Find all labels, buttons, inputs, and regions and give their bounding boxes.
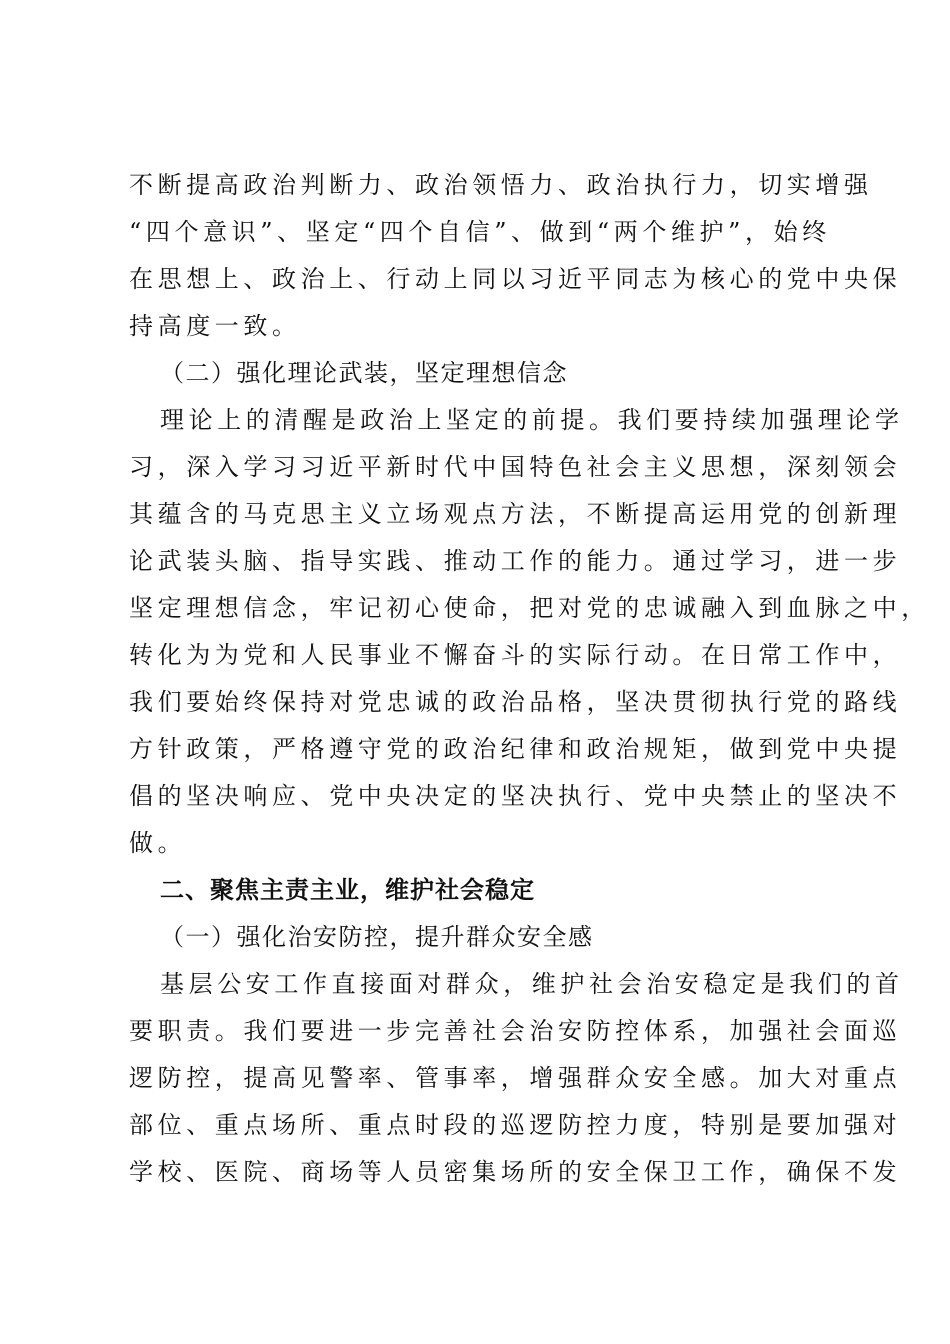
paragraph-line: 逻防控，提高见警率、管事率，增强群众安全感。加大对重点 (129, 1064, 902, 1092)
paragraph-line: 我们要始终保持对党忠诚的政治品格，坚决贯彻执行党的路线 (129, 688, 902, 716)
paragraph-line: 转化为为党和人民事业不懈奋斗的实际行动。在日常工作中， (129, 641, 902, 669)
paragraph-line: 在思想上、政治上、行动上同以习近平同志为核心的党中央保 (129, 265, 902, 293)
paragraph-line: 学校、医院、商场等人员密集场所的安全保卫工作，确保不发 (129, 1158, 902, 1186)
paragraph-line: 不断提高政治判断力、政治领悟力、政治执行力，切实增强 (129, 171, 873, 199)
paragraph-line: 习，深入学习习近平新时代中国特色社会主义思想，深刻领会 (129, 453, 902, 481)
paragraph-line: 要职责。我们要进一步完善社会治安防控体系，加强社会面巡 (129, 1017, 902, 1045)
paragraph-line: 理论上的清醒是政治上坚定的前提。我们要持续加强理论学 (160, 406, 904, 434)
paragraph-line: 部位、重点场所、重点时段的巡逻防控力度，特别是要加强对 (129, 1111, 902, 1139)
paragraph-line: 方针政策，严格遵守党的政治纪律和政治规矩，做到党中央提 (129, 735, 902, 763)
paragraph-line: 倡的坚决响应、党中央决定的坚决执行、党中央禁止的坚决不 (129, 782, 902, 810)
subsection-heading: （一）强化治安防控，提升群众安全感 (160, 923, 594, 951)
paragraph-line: 其蕴含的马克思主义立场观点方法，不断提高运用党的创新理 (129, 500, 902, 528)
paragraph-line: “四个意识”、坚定“四个自信”、做到“两个维护”，始终 (129, 218, 831, 246)
paragraph-line: 持高度一致。 (129, 312, 301, 340)
section-heading: 二、聚焦主责主业，维护社会稳定 (160, 876, 535, 904)
paragraph-line: 论武装头脑、指导实践、推动工作的能力。通过学习，进一步 (129, 547, 902, 575)
paragraph-line: 做。 (129, 829, 187, 857)
paragraph-line: 基层公安工作直接面对群众，维护社会治安稳定是我们的首 (160, 970, 904, 998)
subsection-heading: （二）强化理论武装，坚定理想信念 (160, 359, 568, 387)
paragraph-line: 坚定理想信念，牢记初心使命，把对党的忠诚融入到血脉之中， (129, 594, 930, 622)
